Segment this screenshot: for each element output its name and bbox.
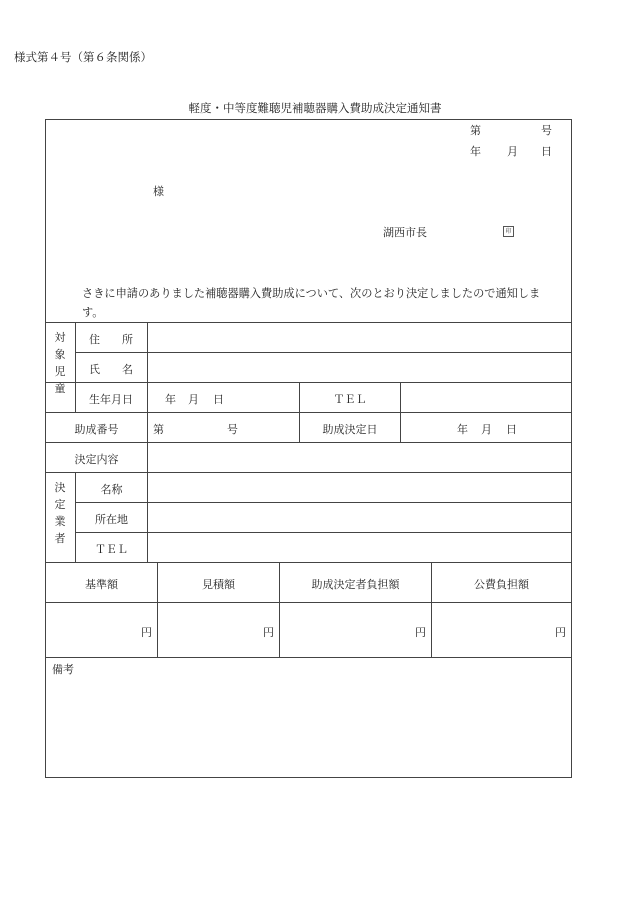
issue-date-month: 月 xyxy=(507,145,518,158)
estimate-amount-unit: 円 xyxy=(263,626,274,639)
form-number: 様式第４号（第６条関係） xyxy=(14,50,152,64)
grant-number-label: 助成番号 xyxy=(74,423,119,436)
birthdate-month: 月 xyxy=(188,393,199,406)
vendor-name-label: 名称 xyxy=(100,483,123,496)
notice-message-line-2: す。 xyxy=(82,306,104,319)
standard-amount-unit: 円 xyxy=(141,626,152,639)
issue-date-day: 日 xyxy=(541,145,552,158)
issue-date-year: 年 xyxy=(470,145,481,158)
document-number-prefix: 第 xyxy=(470,124,481,137)
child-name-label: 氏 名 xyxy=(89,363,133,376)
vendor-tel-label: ＴＥＬ xyxy=(95,543,128,556)
remarks-label: 備考 xyxy=(52,663,74,676)
vendor-location-label: 所在地 xyxy=(95,513,128,526)
addressee-suffix: 様 xyxy=(153,185,164,198)
decision-date-day: 日 xyxy=(506,423,517,436)
decision-date-month: 月 xyxy=(481,423,492,436)
birthdate-year: 年 xyxy=(165,393,176,406)
decision-content-label: 決定内容 xyxy=(74,453,119,466)
recipient-share-unit: 円 xyxy=(415,626,426,639)
notice-message-line-1: さきに申請のありました補聴器購入費助成について、次のとおり決定しましたので通知しま xyxy=(82,287,541,300)
address-label: 住 所 xyxy=(89,333,133,346)
seal-mark: 印 xyxy=(503,226,514,237)
decision-date-year: 年 xyxy=(457,423,468,436)
public-share-header: 公費負担額 xyxy=(474,578,529,591)
standard-amount-header: 基準額 xyxy=(85,578,118,591)
grant-number-suffix: 号 xyxy=(227,423,238,436)
issuer-name: 湖西市長 xyxy=(383,226,427,239)
grant-number-prefix: 第 xyxy=(153,423,164,436)
estimate-amount-header: 見積額 xyxy=(202,578,235,591)
decision-date-label: 助成決定日 xyxy=(322,423,378,436)
document-number-suffix: 号 xyxy=(541,124,552,137)
birthdate-label: 生年月日 xyxy=(89,393,133,406)
public-share-unit: 円 xyxy=(555,626,566,639)
vendor-group-label: 決 定 業 者 xyxy=(54,481,66,546)
recipient-share-header: 助成決定者負担額 xyxy=(311,578,400,591)
target-child-group-label: 対 象 児 童 xyxy=(54,331,66,396)
child-tel-label: ＴＥＬ xyxy=(333,393,367,406)
birthdate-day: 日 xyxy=(213,393,224,406)
form-title: 軽度・中等度難聴児補聴器購入費助成決定通知書 xyxy=(188,101,442,115)
